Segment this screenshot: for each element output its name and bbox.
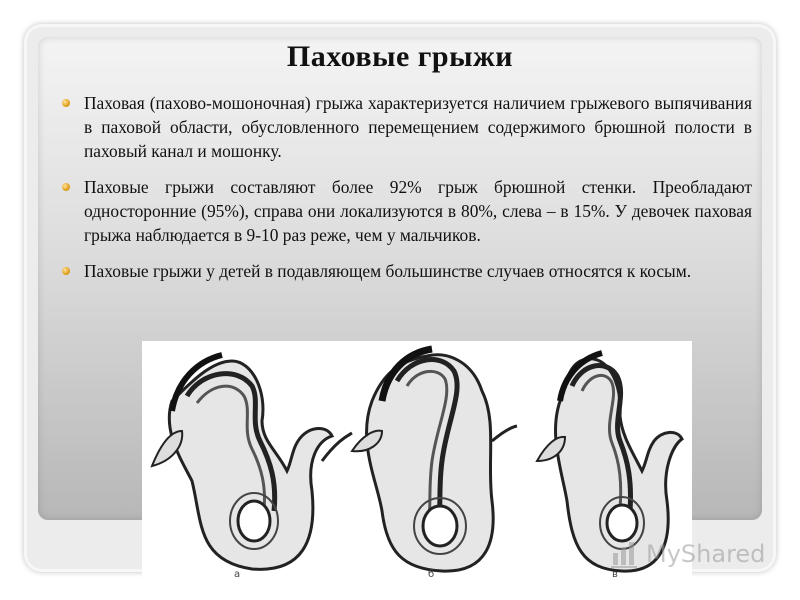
figure-label-a: а [234,569,241,580]
bullet-text: Паховые грыжи составляют более 92% грыж брюшной стенки. Преобладают односторонние (95%), справа они локализуются в 80%, слева – в 15%. У девочек паховая грыжа наблюдается в 9-10 раз реже, чем у мальчиков. [84,177,752,245]
bullet-item [62,175,752,247]
watermark-text: MyShared [646,540,766,568]
myshared-logo-icon [610,539,640,569]
bullet-text: Паховые грыжи у детей в подавляющем большинстве случаев относятся к косым. [84,261,692,281]
watermark [610,538,765,570]
bullet-dot-icon [62,183,70,191]
bullet-text: Паховая (пахово-мошоночная) грыжа характеризуется наличием грыжевого выпячивания в паховой области, обусловленного перемещением содержимого брюшной полости в паховый канал и мошонку. [84,93,752,161]
figure-label-c: в [612,569,618,580]
bullet-dot-icon [62,267,70,275]
figure-label-b: б [428,569,435,580]
bullet-item [62,91,752,163]
bullet-item [62,259,752,283]
hernia-drawing-b [352,349,517,580]
hernia-drawing-a [152,355,352,580]
bullet-dot-icon [62,99,70,107]
slide-title: Паховые грыжи [286,40,514,73]
bullet-list [62,91,752,295]
